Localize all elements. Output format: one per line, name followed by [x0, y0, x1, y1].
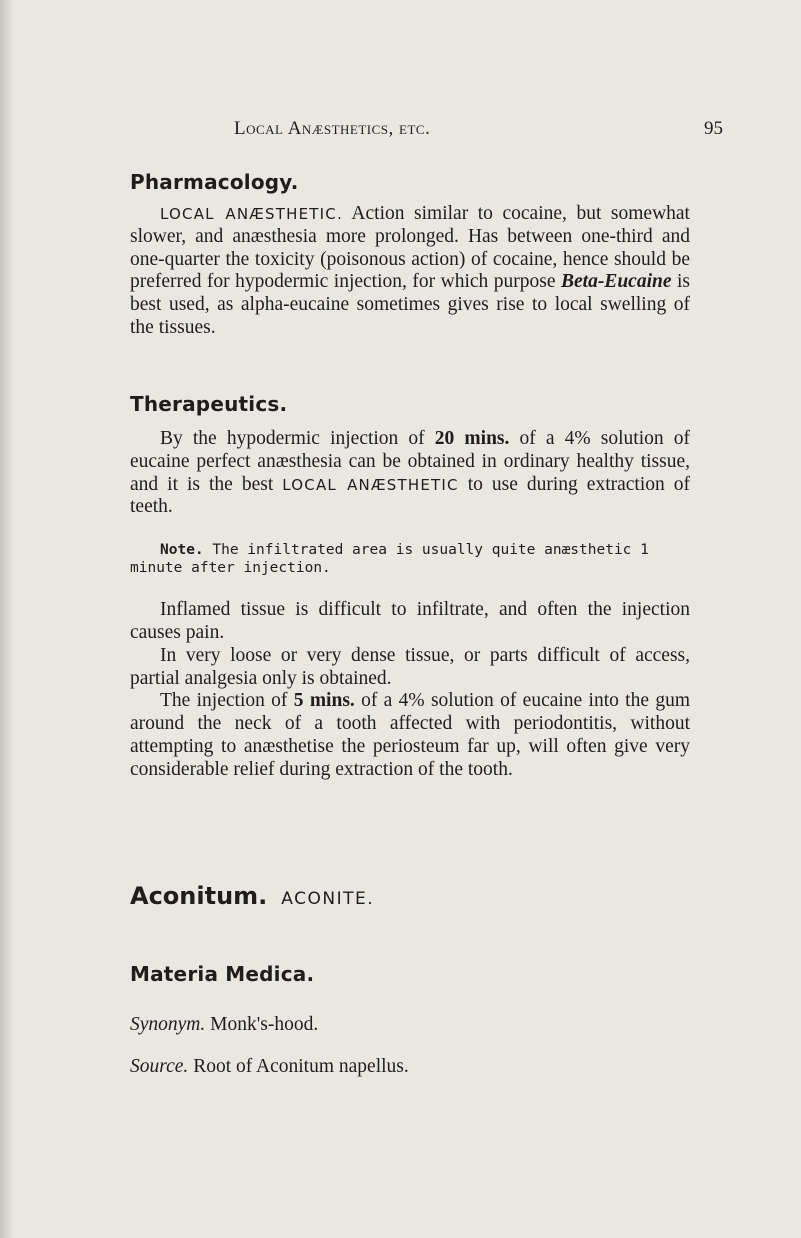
source-line	[130, 1056, 690, 1079]
pharmacology-text-1: Action similar to cocaine, but somewhat slower, and anæsthesia more prolonged. Has between one-third and one-quarter the toxicity (poisonous action) of cocaine, hence should be preferred for hypodermic injection, for which purpose	[130, 203, 690, 293]
dose-20-mins: 20 mins.	[434, 428, 510, 449]
pharmacology-heading-block	[130, 170, 690, 194]
synonym-label: Synonym.	[130, 1014, 206, 1035]
synonym-value: Monk's-hood.	[205, 1014, 319, 1035]
therapeutics-paragraph-3: In very loose or very dense tissue, or parts difficult of access, partial analgesia only is obtained.	[130, 644, 690, 689]
aconitum-heading-block	[130, 882, 690, 910]
materia-medica-heading: Materia Medica.	[130, 962, 315, 986]
synonym-line	[130, 1014, 690, 1037]
therapeutics-p1-c: to use during extraction of teeth.	[130, 473, 690, 518]
therapeutics-p1-b: of a 4% solution of eucaine perfect anæsthesia can be obtained in ordinary healthy tissue, and it is the best	[130, 428, 690, 495]
therapeutics-paragraph-2: Inflamed tissue is difficult to infiltrate, and often the injection causes pain.	[130, 599, 690, 643]
local-anaesthetic-caps: LOCAL ANÆSTHETIC.	[160, 205, 343, 223]
therapeutics-p1-a: By the hypodermic injection of	[160, 428, 435, 449]
note-label: Note.	[160, 542, 204, 559]
therapeutics-p4-a: The injection of	[160, 690, 294, 712]
therapeutics-p4-b: of a 4% solution of eucaine into the gum around the neck of a tooth affected with periodontitis, without attempting to anæsthetise the periosteum far up, will often give very considerable relief during extraction of the tooth.	[130, 690, 690, 780]
running-head	[0, 118, 801, 148]
local-anaesthetic-caps-2: LOCAL ANÆSTHETIC	[282, 475, 459, 494]
beta-eucaine-emphasis: Beta-Eucaine	[560, 271, 672, 293]
therapeutics-heading-block	[130, 392, 690, 416]
aconitum-heading: Aconitum.	[130, 882, 268, 910]
page-number: 95	[704, 118, 723, 139]
pharmacology-section	[130, 203, 690, 340]
note-paragraph	[130, 541, 690, 577]
note-text: The infiltrated area is usually quite anæsthetic 1 minute after injection.	[130, 542, 649, 577]
pharmacology-paragraph	[130, 203, 690, 340]
materia-medica-block	[130, 962, 690, 986]
binding-shadow	[0, 0, 14, 1238]
source-value: Root of Aconitum napellus.	[188, 1056, 409, 1077]
therapeutics-section	[130, 428, 690, 782]
aconite-subheading: ACONITE.	[281, 889, 375, 909]
source-label: Source.	[130, 1056, 189, 1077]
pharmacology-text-2: is best used, as alpha-eucaine sometimes gives rise to local swelling of the tissues.	[130, 271, 690, 338]
therapeutics-heading: Therapeutics.	[130, 392, 288, 416]
therapeutics-paragraph-1	[130, 428, 690, 519]
running-head-title: Local Anæsthetics, etc.	[234, 118, 431, 139]
pharmacology-heading: Pharmacology.	[130, 170, 299, 194]
therapeutics-paragraph-4	[130, 690, 690, 781]
dose-5-mins: 5 mins.	[293, 690, 355, 712]
